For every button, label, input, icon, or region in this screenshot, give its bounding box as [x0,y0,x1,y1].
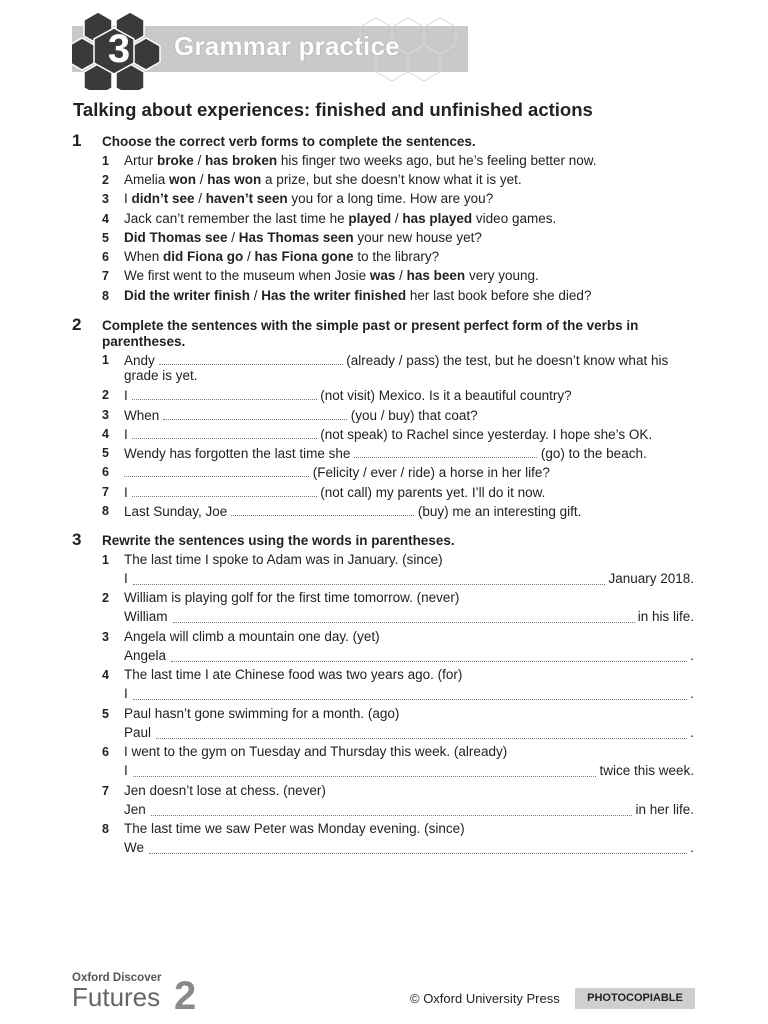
text-fragment: video games. [472,211,557,226]
answer-start: Jen [124,802,146,817]
item-number: 7 [102,485,109,499]
item-number: 1 [102,553,109,567]
unit-number: 3 [107,27,131,71]
text-fragment: / [250,288,262,303]
answer-blank[interactable] [124,464,309,477]
item-number: 2 [102,388,109,402]
answer-blank[interactable] [133,686,687,700]
verb-option: has broken [205,153,278,168]
text-fragment: Amelia [124,172,170,187]
answer-blank[interactable] [132,387,317,400]
verb-option: won [169,172,197,187]
sentence-end: (already / pass) the test, but he doesn’t know what his [342,353,669,368]
item-number: 4 [102,668,109,682]
sentence-start: Andy [124,353,159,368]
answer-end: twice this week. [599,763,694,778]
item-text [124,230,702,246]
item-number: 3 [102,630,109,644]
item-text [124,484,702,501]
item-number: 3 [102,408,109,422]
prompt-text: Angela will climb a mountain one day. (yet) [124,629,380,644]
page-title: Grammar practice [174,31,400,61]
item-text [124,464,702,481]
text-fragment: a prize, but she doesn’t know what it is yet. [261,172,522,187]
exercise-2-instruction: Complete the sentences with the simple past or present perfect form of the verbs in parentheses. [102,318,639,349]
sentence-end: (you / buy) that coat? [347,408,478,423]
text-fragment: her last book before she died? [406,288,592,303]
item-number: 8 [102,289,109,303]
sentence-end: (not speak) to Rachel since yesterday. I hope she’s OK. [316,427,653,442]
text-fragment: Jack can’t remember the last time he [124,211,349,226]
answer-blank[interactable] [173,609,635,623]
answer-blank[interactable] [151,802,633,816]
item-text [124,268,702,284]
copyright-text: © Oxford University Press [410,991,560,1006]
answer-blank[interactable] [171,648,687,662]
item-number: 4 [102,427,109,441]
text-fragment: / [243,249,255,264]
exercise-2-number: 2 [72,315,82,334]
text-fragment: / [227,230,239,245]
verb-option: haven’t seen [205,191,288,206]
text-fragment: you for a long time. How are you? [287,191,494,206]
item-number: 5 [102,231,109,245]
prompt-text: The last time I spoke to Adam was in January. (since) [124,552,443,567]
prompt-text: I went to the gym on Tuesday and Thursday this week. (already) [124,744,508,759]
answer-end: in his life. [637,609,694,624]
text-fragment: to the library? [353,249,440,264]
answer-start: We [124,840,145,855]
sentence-start: When [124,408,164,423]
brand-logo [72,972,197,1018]
item-number: 1 [102,154,109,168]
item-number: 6 [102,745,109,759]
answer-line [124,648,694,664]
sentence-start: I [124,485,132,500]
answer-start: I [124,763,128,778]
item-text [124,426,702,443]
prompt-text: The last time we saw Peter was Monday evening. (since) [124,821,465,836]
answer-line [124,571,694,587]
answer-blank[interactable] [132,426,317,439]
item-text [124,503,702,520]
item-text [124,352,702,369]
brand-series: Oxford Discover [72,972,162,984]
answer-start: Paul [124,725,152,740]
verb-option: Did Thomas see [124,230,228,245]
answer-line [124,840,694,856]
answer-end: January 2018. [608,571,694,586]
text-fragment: your new house yet? [353,230,482,245]
sentence-end: (not call) my parents yet. I’ll do it now. [316,485,546,500]
verb-option: has played [402,211,473,226]
verb-option: was [369,268,396,283]
sentence-end: (Felicity / ever / ride) a horse in her life? [309,465,550,480]
verb-option: has won [207,172,262,187]
text-fragment: his finger two weeks ago, but he’s feeling better now. [277,153,597,168]
item-text [124,211,702,227]
item-number: 8 [102,822,109,836]
answer-start: William [124,609,168,624]
prompt-text: William is playing golf for the first time tomorrow. (never) [124,590,460,605]
sentence-start: Wendy has forgotten the last time she [124,446,355,461]
item-number: 4 [102,212,109,226]
text-fragment: When [124,249,164,264]
verb-option: played [348,211,392,226]
brand-level: 2 [174,974,197,1018]
sentence-start: Last Sunday, Joe [124,504,232,519]
sentence-end: (not visit) Mexico. Is it a beautiful country? [316,388,572,403]
answer-end: . [690,725,694,740]
answer-line [124,802,694,818]
item-text: grade is yet. [124,368,198,383]
exercise-1-number: 1 [72,131,82,150]
sentence-start: I [124,427,132,442]
item-number: 6 [102,250,109,264]
sentence-end: (go) to the beach. [537,446,647,461]
answer-line [124,609,694,625]
sentence-end: (buy) me an interesting gift. [414,504,582,519]
answer-blank[interactable] [156,725,687,739]
text-fragment: very young. [465,268,539,283]
text-fragment: / [194,191,206,206]
item-number: 7 [102,269,109,283]
answer-start: Angela [124,648,167,663]
text-fragment: / [395,268,407,283]
item-text [124,387,702,404]
text-fragment: / [193,153,206,168]
item-number: 2 [102,591,109,605]
answer-start: I [124,686,128,701]
verb-option: broke [157,153,194,168]
text-fragment: Artur [124,153,158,168]
verb-option: Has the writer finished [261,288,407,303]
item-text [124,153,702,169]
answer-end: in her life. [635,802,694,817]
exercise-1-instruction: Choose the correct verb forms to complete the sentences. [102,134,476,149]
answer-blank[interactable] [149,840,687,854]
exercise-3-instruction: Rewrite the sentences using the words in parentheses. [102,533,455,548]
item-text [124,288,702,304]
text-fragment: / [391,211,403,226]
item-number: 5 [102,707,109,721]
prompt-text: Paul hasn’t gone swimming for a month. (ago) [124,706,400,721]
sentence-start: I [124,388,132,403]
answer-line [124,686,694,702]
answer-end: . [690,686,694,701]
text-fragment: / [196,172,208,187]
item-text [124,191,702,207]
item-number: 2 [102,173,109,187]
prompt-text: The last time I ate Chinese food was two years ago. (for) [124,667,463,682]
answer-end: . [690,648,694,663]
text-fragment: I [124,191,132,206]
answer-line [124,763,694,779]
exercise-3-number: 3 [72,530,82,549]
answer-blank[interactable] [132,484,317,497]
item-text [124,172,702,188]
answer-blank[interactable] [231,503,414,516]
verb-option: has Fiona gone [254,249,354,264]
item-number: 3 [102,192,109,206]
item-text [124,249,702,265]
prompt-text: Jen doesn’t lose at chess. (never) [124,783,326,798]
answer-blank[interactable] [133,763,597,777]
verb-option: Has Thomas seen [238,230,354,245]
answer-blank[interactable] [133,571,606,585]
answer-end: . [690,840,694,855]
photocopiable-badge: PHOTOCOPIABLE [575,988,695,1009]
verb-option: didn’t see [131,191,195,206]
brand-title: Futures [72,982,161,1012]
item-number: 5 [102,446,109,460]
item-number: 8 [102,504,109,518]
item-number: 6 [102,465,109,479]
item-text [124,407,702,424]
item-text [124,445,702,462]
answer-start: I [124,571,128,586]
answer-blank[interactable] [159,352,343,365]
verb-option: has been [406,268,466,283]
verb-option: did Fiona go [163,249,244,264]
item-number: 1 [102,353,109,367]
answer-line [124,725,694,741]
item-number: 7 [102,784,109,798]
text-fragment: We first went to the museum when Josie [124,268,370,283]
verb-option: Did the writer finish [124,288,251,303]
answer-blank[interactable] [354,445,537,458]
section-subtitle: Talking about experiences: finished and unfinished actions [73,99,593,120]
answer-blank[interactable] [163,407,347,420]
